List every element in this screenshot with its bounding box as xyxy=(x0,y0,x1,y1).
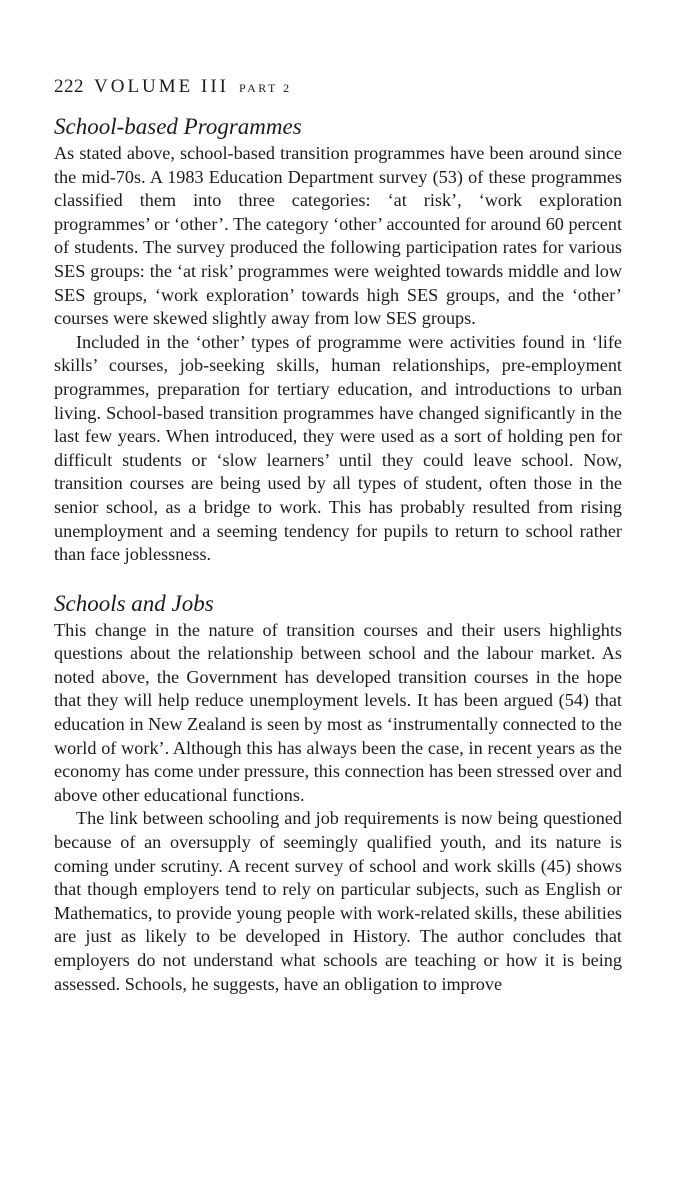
page-number: 222 xyxy=(54,76,84,97)
section-heading-school-based-programmes: School-based Programmes xyxy=(54,114,302,139)
part-label: PART 2 xyxy=(239,81,292,95)
section-heading-schools-and-jobs: Schools and Jobs xyxy=(54,590,214,616)
paragraph: This change in the nature of transition courses and their users highlights questions about the relationship between school and the labour market. As noted above, the Government has developed transition courses in the hope that they will help reduce unemployment levels. It has been argued (54) that education in New Zealand is seen by most as ‘instrumentally connected to the world of work’. Although this has always been the case, in recent years as the economy has come under pressure, this connection has been stressed over and above other educational functions. xyxy=(54,619,622,805)
document-page xyxy=(54,74,622,996)
running-head xyxy=(54,74,622,101)
paragraph: Included in the ‘other’ types of programme were activities found in ‘life skills’ courses, job-seeking skills, human relationships, pre-employment programmes, preparation for tertiary education, and introductions to urban living. School-based transition programmes have changed significantly in the last few years. When introduced, they were used as a sort of holding pen for difficult students or ‘slow learners’ until they could leave school. Now, transition courses are being used by all types of student, often those in the senior school, as a bridge to work. This has probably resulted from rising unemployment and a seeming tendency for pupils to return to school rather than face joblessness. xyxy=(54,331,622,565)
volume-label: VOLUME III xyxy=(94,76,230,97)
paragraph: The link between schooling and job requirements is now being questioned because of an oversupply of seemingly qualified youth, and its nature is coming under scrutiny. A recent survey of school and work skills (45) shows that though employers tend to rely on particular subjects, such as English or Mathematics, to provide young people with work-related skills, these abilities are just as likely to be developed in History. The author concludes that employers do not understand what schools are teaching or how it is being assessed. Schools, he suggests, have an obligation to improve xyxy=(54,808,622,994)
paragraph: As stated above, school-based transition programmes have been around since the mid-70s. A 1983 Education Department survey (53) of these programmes classified them into three categories: ‘at risk’, ‘work exploration programmes’ or ‘other’. The category ‘other’ accounted for around 60 percent of students. The survey produced the following participation rates for various SES groups: the ‘at risk’ programmes were weighted towards middle and low SES groups, ‘work exploration’ towards high SES groups, and the ‘other’ courses were skewed slightly away from low SES groups. xyxy=(54,143,622,329)
